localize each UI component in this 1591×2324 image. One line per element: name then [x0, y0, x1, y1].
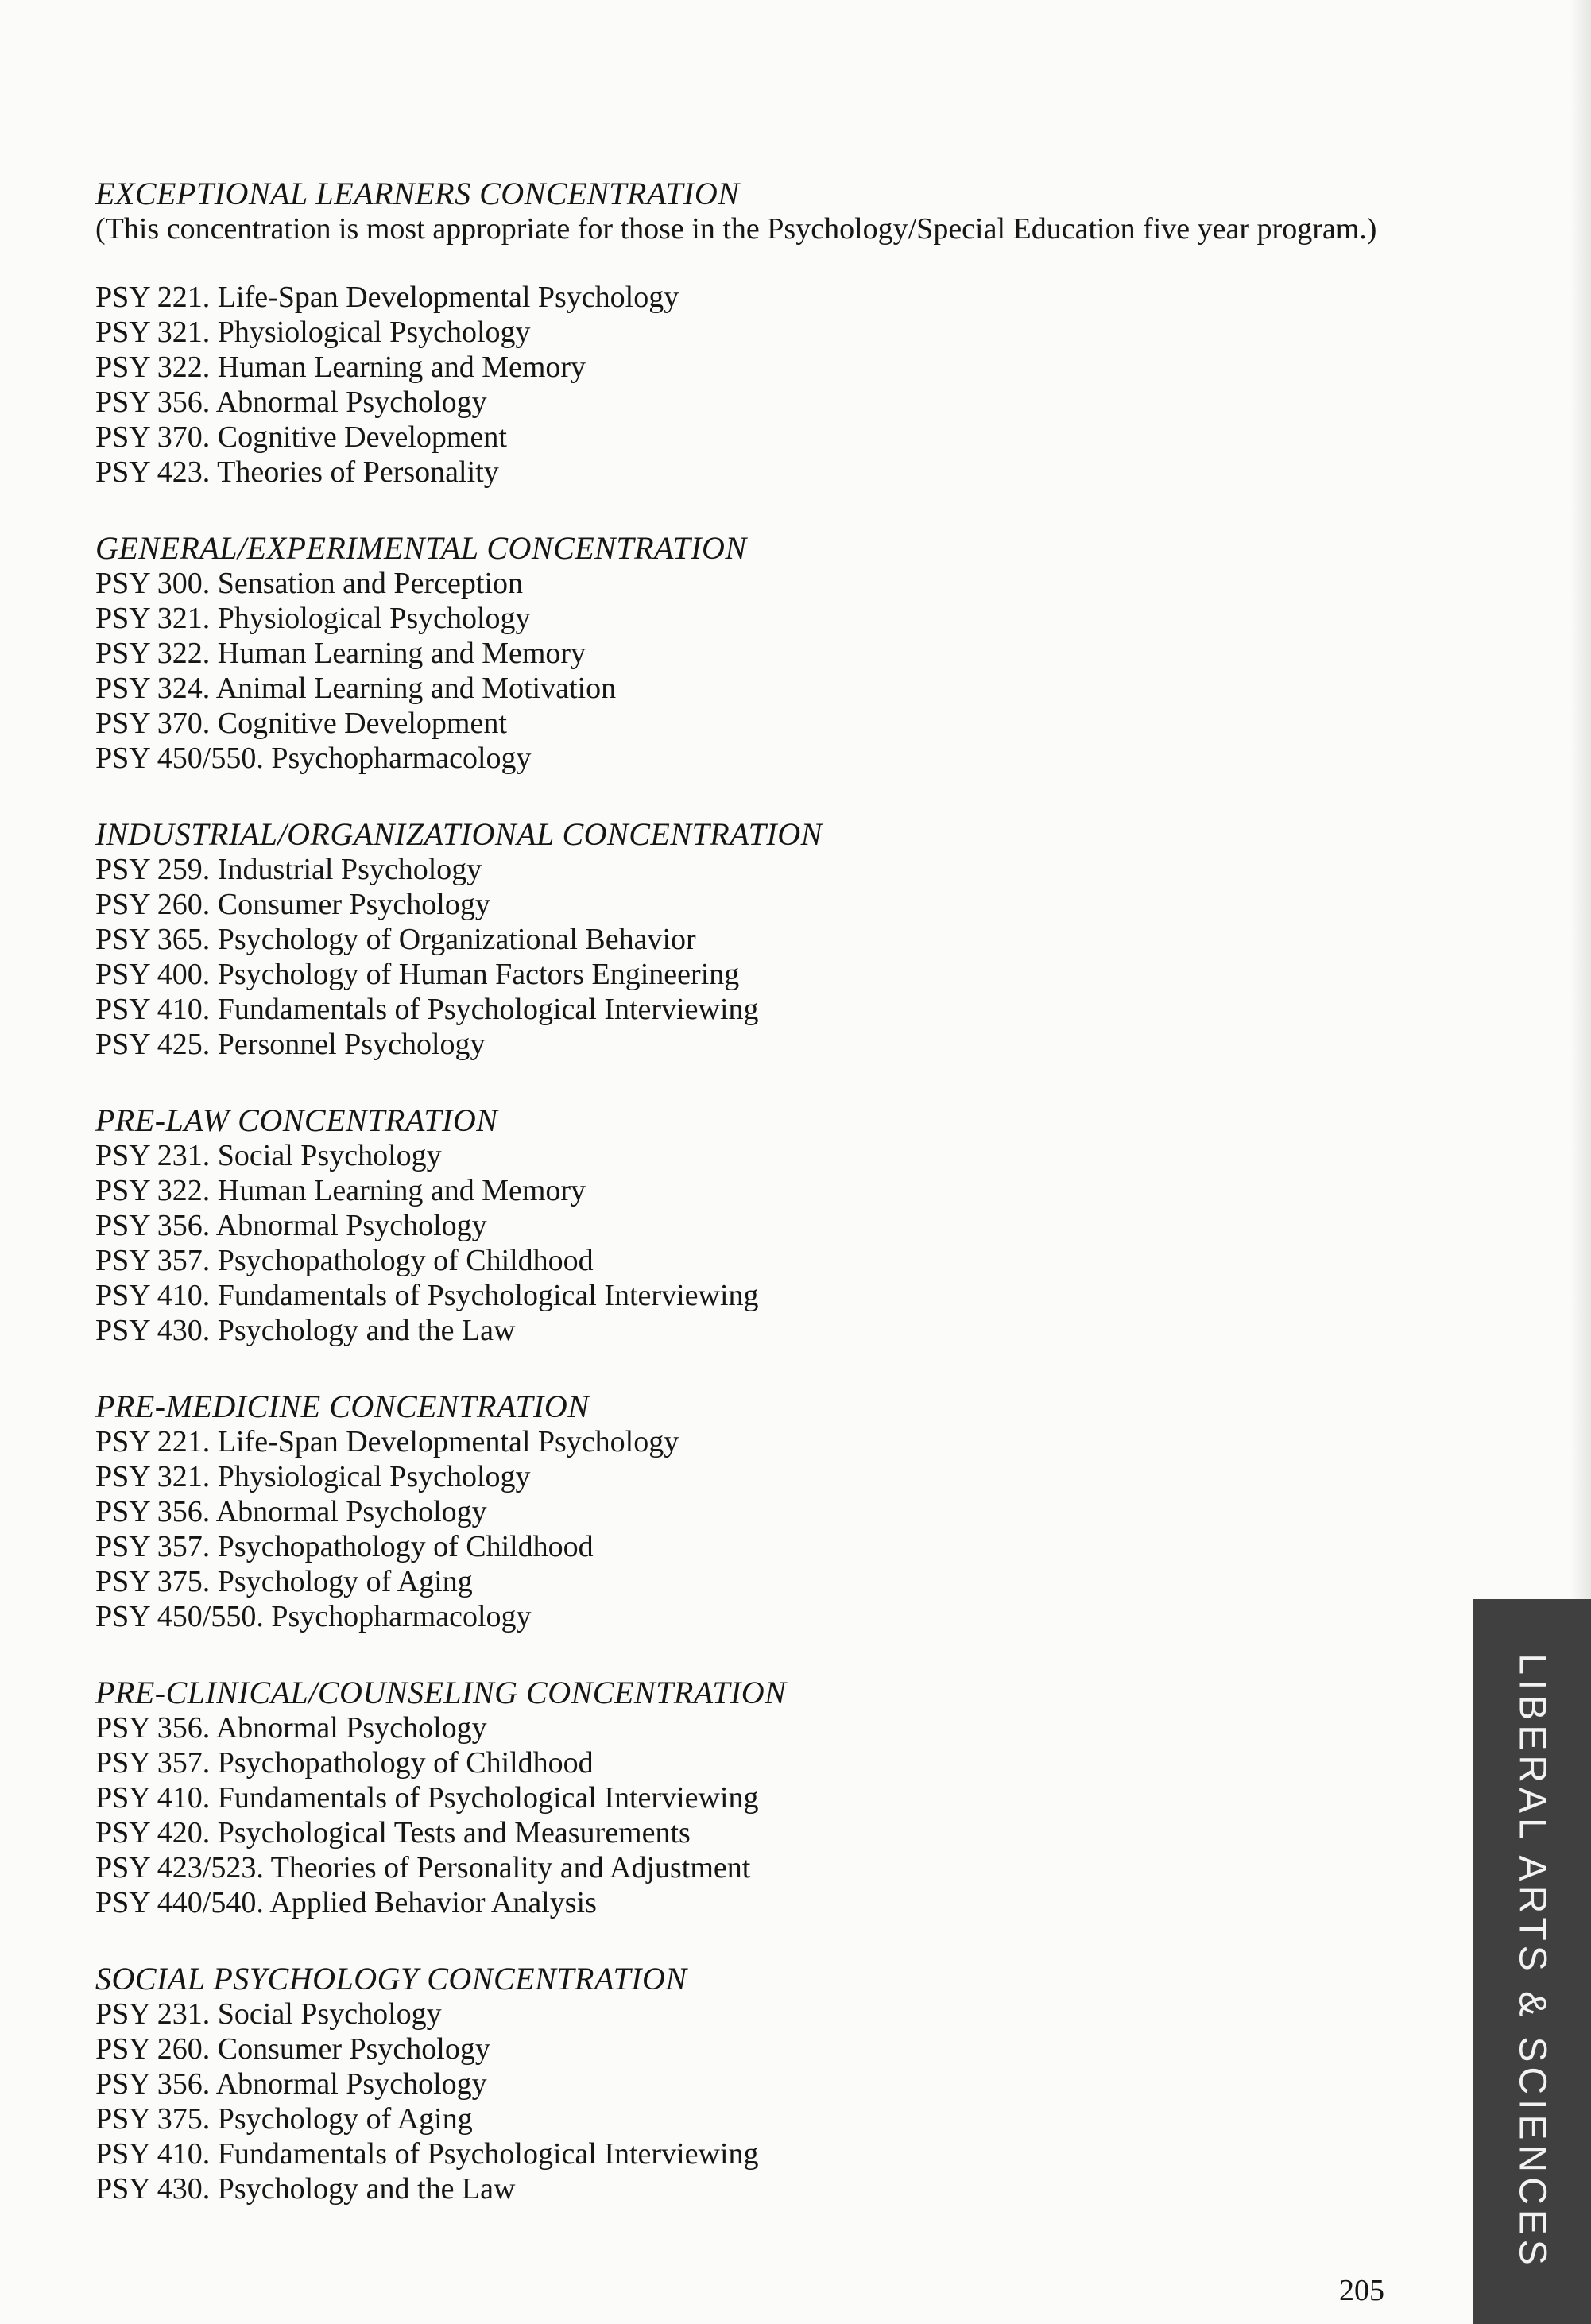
course-item: PSY 420. Psychological Tests and Measurements	[95, 1816, 691, 1850]
course-item: PSY 357. Psychopathology of Childhood	[95, 1530, 594, 1563]
concentration-list	[95, 176, 1446, 2248]
course-item: PSY 430. Psychology and the Law	[95, 1314, 516, 1347]
course-item: PSY 375. Psychology of Aging	[95, 2102, 473, 2136]
course-item: PSY 430. Psychology and the Law	[95, 2172, 516, 2206]
course-item: PSY 259. Industrial Psychology	[95, 853, 482, 886]
concentration-section	[95, 1389, 1446, 1634]
concentration-heading: PRE-LAW CONCENTRATION	[95, 1102, 498, 1138]
concentration-section	[95, 531, 1446, 776]
course-item: PSY 400. Psychology of Human Factors Engineering	[95, 958, 740, 991]
course-item: PSY 322. Human Learning and Memory	[95, 351, 586, 384]
course-item: PSY 423/523. Theories of Personality and Adjustment	[95, 1851, 751, 1884]
concentration-heading: EXCEPTIONAL LEARNERS CONCENTRATION	[95, 176, 740, 211]
course-item: PSY 231. Social Psychology	[95, 1139, 442, 1172]
course-item: PSY 410. Fundamentals of Psychological Interviewing	[95, 1279, 759, 1312]
course-item: PSY 321. Physiological Psychology	[95, 316, 531, 349]
page-number: 205	[1339, 2274, 1384, 2307]
section-side-tab	[1473, 1599, 1591, 2324]
course-item: PSY 410. Fundamentals of Psychological Interviewing	[95, 2137, 759, 2171]
course-item: PSY 321. Physiological Psychology	[95, 602, 531, 635]
concentration-heading: SOCIAL PSYCHOLOGY CONCENTRATION	[95, 1961, 687, 1997]
course-item: PSY 260. Consumer Psychology	[95, 888, 490, 921]
concentration-section	[95, 1962, 1446, 2206]
course-item: PSY 450/550. Psychopharmacology	[95, 742, 532, 775]
course-item: PSY 375. Psychology of Aging	[95, 1565, 473, 1598]
course-item: PSY 221. Life-Span Developmental Psychology	[95, 281, 679, 314]
course-item: PSY 357. Psychopathology of Childhood	[95, 1746, 594, 1780]
course-item: PSY 231. Social Psychology	[95, 1997, 442, 2031]
course-item: PSY 356. Abnormal Psychology	[95, 2067, 487, 2101]
course-item: PSY 370. Cognitive Development	[95, 707, 507, 740]
concentration-section	[95, 176, 1446, 490]
course-item: PSY 300. Sensation and Perception	[95, 567, 523, 600]
course-item: PSY 423. Theories of Personality	[95, 455, 499, 489]
concentration-section	[95, 1103, 1446, 1348]
course-item: PSY 450/550. Psychopharmacology	[95, 1600, 532, 1633]
concentration-heading: PRE-MEDICINE CONCENTRATION	[95, 1389, 590, 1424]
course-item: PSY 356. Abnormal Psychology	[95, 385, 487, 419]
course-item: PSY 321. Physiological Psychology	[95, 1460, 531, 1493]
concentration-section	[95, 817, 1446, 1062]
course-item: PSY 356. Abnormal Psychology	[95, 1495, 487, 1528]
course-item: PSY 356. Abnormal Psychology	[95, 1209, 487, 1242]
course-item: PSY 440/540. Applied Behavior Analysis	[95, 1886, 597, 1919]
concentration-heading: INDUSTRIAL/ORGANIZATIONAL CONCENTRATION	[95, 816, 823, 852]
side-tab-label: LIBERAL ARTS & SCIENCES	[1511, 1653, 1554, 2270]
page-edge-shadow	[1570, 0, 1591, 1599]
course-item: PSY 370. Cognitive Development	[95, 420, 507, 454]
course-item: PSY 356. Abnormal Psychology	[95, 1711, 487, 1745]
concentration-section	[95, 1675, 1446, 1920]
course-item: PSY 221. Life-Span Developmental Psychology	[95, 1425, 679, 1458]
concentration-heading: PRE-CLINICAL/COUNSELING CONCENTRATION	[95, 1675, 787, 1710]
course-item: PSY 322. Human Learning and Memory	[95, 637, 586, 670]
concentration-heading: GENERAL/EXPERIMENTAL CONCENTRATION	[95, 530, 747, 566]
course-item: PSY 260. Consumer Psychology	[95, 2032, 490, 2066]
course-item: PSY 365. Psychology of Organizational Behavior	[95, 923, 696, 956]
course-item: PSY 324. Animal Learning and Motivation	[95, 672, 617, 705]
course-item: PSY 322. Human Learning and Memory	[95, 1174, 586, 1207]
course-item: PSY 410. Fundamentals of Psychological Interviewing	[95, 993, 759, 1026]
concentration-note: (This concentration is most appropriate for those in the Psychology/Special Education five year program.)	[95, 212, 1377, 246]
course-item: PSY 410. Fundamentals of Psychological Interviewing	[95, 1781, 759, 1815]
course-item: PSY 357. Psychopathology of Childhood	[95, 1244, 594, 1277]
course-item: PSY 425. Personnel Psychology	[95, 1028, 486, 1061]
